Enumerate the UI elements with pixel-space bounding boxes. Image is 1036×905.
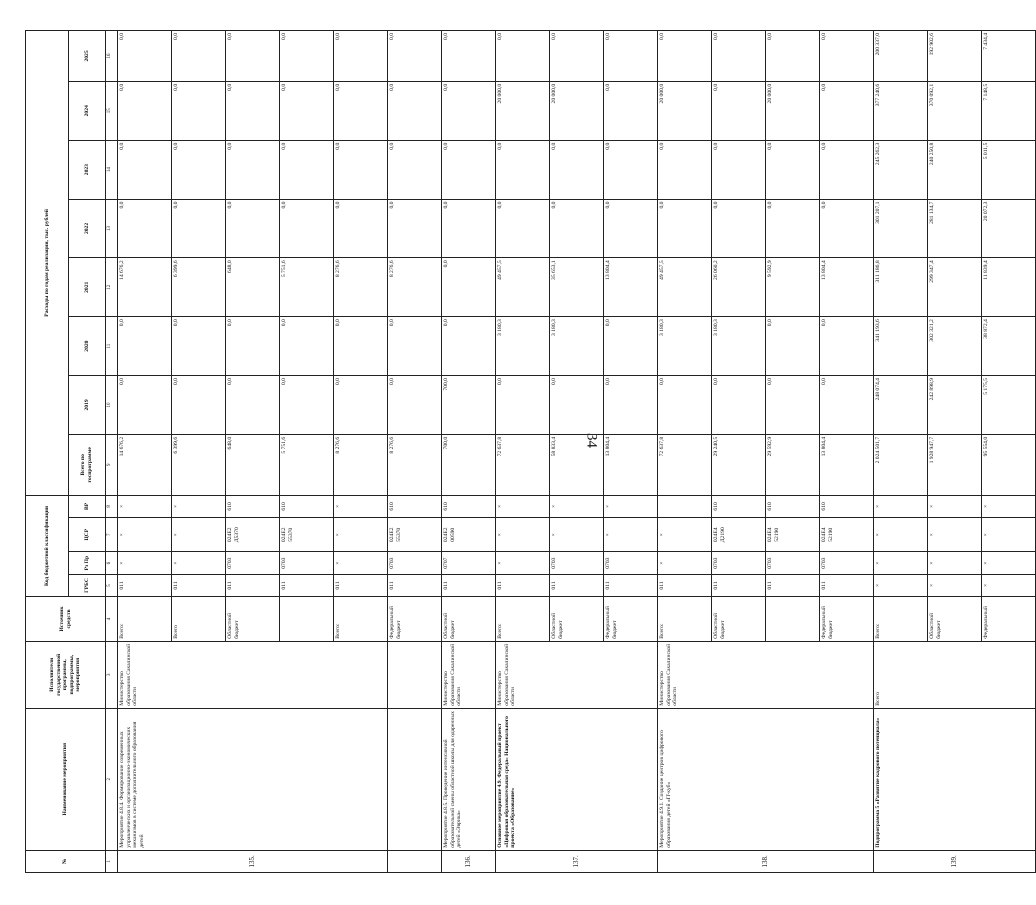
code-vr: × [982,495,1036,517]
funding-source: Федеральный бюджет [820,597,874,642]
table-row [496,31,550,873]
amount-cell: 0,0 [712,376,766,435]
code-rzpr: 0703 [604,552,658,574]
amount-cell: 0,0 [658,376,712,435]
amount-cell: 700,0 [442,376,496,435]
amount-cell: 301 207,1 [874,199,928,258]
amount-cell: 0,0 [766,31,820,82]
amount-cell: 5 751,6 [280,434,334,495]
amount-cell: 14 676,2 [118,258,172,317]
code-csr: × [982,518,1036,552]
funding-source: Всего: [658,597,712,642]
rotated-table-content [25,30,989,873]
amount-cell: 0,0 [442,31,496,82]
amount-cell: 0,0 [334,140,388,199]
header-executor: Исполнители государственной программы, подпрограммы, мероприятия [26,641,106,708]
code-rzpr: 0703 [226,552,280,574]
amount-cell: 0,0 [766,140,820,199]
funding-source: Областной бюджет [712,597,766,642]
code-vr [658,495,712,517]
header-total: Всего по госпрограмме [69,434,106,495]
code-rzpr: 0703 [388,552,442,574]
column-number: 2 [106,708,118,850]
amount-cell: 0,0 [820,140,874,199]
amount-cell: 245 262,3 [874,140,928,199]
code-csr: 024Е2 00590 [442,518,496,552]
amount-cell: 700,0 [442,434,496,495]
amount-cell: 95 554,0 [982,434,1036,495]
table-row [118,31,172,873]
header-rzpr: Рз Пр [69,552,106,574]
code-csr: × [550,518,604,552]
header-source: Источник средств [26,597,106,642]
amount-cell: 0,0 [334,317,388,376]
amount-cell: 58 833,4 [550,434,604,495]
code-vr: 610 [388,495,442,517]
code-grbs: 011 [442,574,496,596]
amount-cell: 0,0 [766,199,820,258]
code-grbs: × [928,574,982,596]
activity-name: Мероприятие 4.8.5. Проведение интенсивной образовательной смены областной школы для одаренных детей «Эврика» [442,708,496,850]
amount-cell: 0,0 [496,140,550,199]
amount-cell: 20 000,0 [766,81,820,140]
amount-cell: 0,0 [766,317,820,376]
page-number: 34 [583,433,600,448]
amount-cell: 3 180,3 [712,317,766,376]
table-row [442,31,496,873]
amount-cell: 20 000,0 [550,81,604,140]
amount-cell: 11 839,4 [982,258,1036,317]
code-vr: 610 [280,495,334,517]
code-csr: 024Е4 52190 [766,518,820,552]
row-index: 139. [874,850,1036,872]
funding-source: Федеральный бюджет [388,597,442,642]
amount-cell: 302 321,2 [928,317,982,376]
amount-cell: 0,0 [226,81,280,140]
amount-cell: 3 180,3 [658,317,712,376]
code-rzpr: × [874,552,928,574]
header-csr: ЦСР [69,518,106,552]
code-grbs: 011 [658,574,712,596]
executor: Министерство образования Сахалинской области [118,641,388,708]
column-number: 12 [106,258,118,317]
amount-cell: 299 347,4 [928,258,982,317]
amount-cell: 0,0 [172,81,226,140]
code-rzpr: 0703 [712,552,766,574]
code-vr: × [334,495,388,517]
amount-cell: 20 000,0 [496,81,550,140]
amount-cell: 648,0 [226,434,280,495]
amount-cell: 0,0 [550,199,604,258]
amount-cell: 0,0 [172,317,226,376]
amount-cell: 281 134,7 [928,199,982,258]
code-csr: 024Е4 Д2190 [712,518,766,552]
amount-cell: 13 804,4 [604,258,658,317]
activity-name: Основное мероприятие 4.9. Федеральный проект «Цифровая образовательная среда» Национального проекта «Образование» [496,708,658,850]
amount-cell: 29 240,5 [712,434,766,495]
amount-cell: 0,0 [280,81,334,140]
amount-cell: 7 434,4 [982,31,1036,82]
code-grbs: 011 [118,574,172,596]
amount-cell: 14 676,2 [118,434,172,495]
amount-cell: 0,0 [172,199,226,258]
amount-cell: 38 872,4 [982,317,1036,376]
rotated-table-frame [25,30,989,873]
amount-cell: 0,0 [550,140,604,199]
activity-name: Мероприятие 4.9.1. Создание центров цифрового образования детей «IT-куб» [658,708,874,850]
code-grbs: 011 [280,574,334,596]
amount-cell: 5 751,6 [280,258,334,317]
code-csr: × [658,518,712,552]
amount-cell: 0,0 [334,199,388,258]
code-vr: × [604,495,658,517]
amount-cell: 648,0 [226,258,280,317]
amount-cell: 0,0 [280,317,334,376]
code-vr: × [496,495,550,517]
funding-source: Всего: [118,597,172,642]
code-rzpr: × [172,552,226,574]
amount-cell: 0,0 [118,31,172,82]
code-vr: × [172,495,226,517]
amount-cell: 13 804,4 [820,258,874,317]
column-number: 10 [106,376,118,435]
amount-cell: 5 175,5 [982,376,1036,435]
amount-cell: 35 653,1 [550,258,604,317]
activity-name: Мероприятие 4.8.4. Формирование современных управленческих и организационно-экономических механизмов в системе дополнительного образования детей [118,708,388,850]
amount-cell: 0,0 [226,376,280,435]
amount-cell: 0,0 [172,31,226,82]
funding-source: Областной бюджет [550,597,604,642]
code-csr: 024Е2 55370 [388,518,442,552]
amount-cell: 6 399,6 [172,258,226,317]
amount-cell: 0,0 [334,376,388,435]
amount-cell: 0,0 [496,31,550,82]
amount-cell: 0,0 [604,317,658,376]
code-csr: × [496,518,550,552]
code-rzpr: 0703 [550,552,604,574]
code-grbs: × [874,574,928,596]
code-grbs: 011 [820,574,874,596]
amount-cell: 72 637,8 [496,434,550,495]
amount-cell: 8 276,6 [334,434,388,495]
amount-cell: 0,0 [226,31,280,82]
code-vr: × [550,495,604,517]
amount-cell: 1 928 947,7 [928,434,982,495]
code-csr: × [604,518,658,552]
amount-cell: 0,0 [388,140,442,199]
amount-cell: 29 592,9 [766,434,820,495]
amount-cell: 8 276,6 [334,258,388,317]
code-csr: 024Е4 52190 [820,518,874,552]
amount-cell: 370 092,1 [928,81,982,140]
header-year: 2023 [69,140,106,199]
amount-cell: 0,0 [658,140,712,199]
code-csr: × [874,518,928,552]
amount-cell: 0,0 [712,81,766,140]
amount-cell: 242 898,9 [928,376,982,435]
code-vr: × [874,495,928,517]
column-number: 4 [106,597,118,642]
column-number-row [106,31,118,873]
funding-source: Федеральный бюджет [604,597,658,642]
code-rzpr: × [928,552,982,574]
amount-cell: 3 180,3 [550,317,604,376]
amount-cell: 0,0 [118,376,172,435]
amount-cell: 0,0 [820,199,874,258]
activity-name [388,708,442,850]
code-vr: 610 [820,495,874,517]
table-row [388,31,442,873]
amount-cell: 200 337,0 [874,31,928,82]
amount-cell: 20 000,0 [658,81,712,140]
column-number: 9 [106,434,118,495]
amount-cell: 72 637,8 [658,434,712,495]
amount-cell: 0,0 [172,140,226,199]
table-body [118,31,1036,873]
code-grbs: × [982,574,1036,596]
code-csr: × [928,518,982,552]
header-expenses: Расходы по годам реализации, тыс. рублей [26,31,69,496]
amount-cell: 0,0 [604,31,658,82]
code-grbs: 011 [766,574,820,596]
amount-cell: 2 024 501,7 [874,434,928,495]
amount-cell: 0,0 [226,199,280,258]
amount-cell: 0,0 [712,31,766,82]
amount-cell: 377 240,6 [874,81,928,140]
column-number: 15 [106,81,118,140]
code-rzpr: × [496,552,550,574]
amount-cell: 0,0 [280,199,334,258]
row-index: 137. [496,850,658,872]
amount-cell: 311 186,8 [874,258,928,317]
column-number: 6 [106,552,118,574]
amount-cell: 8 276,6 [388,258,442,317]
amount-cell: 13 804,4 [604,434,658,495]
header-year: 2025 [69,31,106,82]
row-index: 135. [118,850,388,872]
amount-cell: 0,0 [442,140,496,199]
column-number: 5 [106,574,118,596]
amount-cell: 0,0 [118,317,172,376]
header-year: 2024 [69,81,106,140]
funding-source: Всего: [496,597,550,642]
amount-cell: 0,0 [604,199,658,258]
amount-cell: 0,0 [820,317,874,376]
code-rzpr: 0707 [442,552,496,574]
code-grbs: 011 [172,574,226,596]
code-vr: 610 [712,495,766,517]
code-grbs: 011 [388,574,442,596]
funding-source: Областной бюджет [928,597,982,642]
code-vr: × [928,495,982,517]
header-year: 2021 [69,258,106,317]
amount-cell: 0,0 [550,376,604,435]
funding-source: Всего: [874,597,928,642]
amount-cell: 0,0 [118,199,172,258]
amount-cell: 0,0 [280,31,334,82]
amount-cell: 0,0 [820,31,874,82]
amount-cell: 0,0 [712,199,766,258]
funding-source: Федеральный [982,597,1036,642]
row-index: 136. [442,850,496,872]
code-vr: × [118,495,172,517]
amount-cell: 0,0 [658,31,712,82]
amount-cell: 0,0 [820,376,874,435]
header-year: 2020 [69,317,106,376]
funding-source: Областной бюджет [442,597,496,642]
code-csr: × [172,518,226,552]
column-number: 8 [106,495,118,517]
funding-source: Всего [172,597,226,642]
funding-source [280,597,334,642]
column-number: 13 [106,199,118,258]
column-number: 1 [106,850,118,872]
table-row [658,31,712,873]
amount-cell: 0,0 [388,31,442,82]
table-row [874,31,928,873]
column-number: 7 [106,518,118,552]
executor: Министерство образования Сахалинской области [442,641,496,708]
amount-cell: 0,0 [172,376,226,435]
row-index [388,850,442,872]
amount-cell: 192 902,6 [928,31,982,82]
amount-cell: 0,0 [118,140,172,199]
amount-cell: 13 804,4 [820,434,874,495]
amount-cell: 7 148,5 [982,81,1036,140]
amount-cell: 26 060,2 [712,258,766,317]
funding-source [766,597,820,642]
amount-cell: 0,0 [766,376,820,435]
amount-cell: 0,0 [712,140,766,199]
amount-cell: 0,0 [604,81,658,140]
amount-cell: 49 457,5 [496,258,550,317]
activity-name: Подпрограмма 5 «Развитие кадрового потенциала» [874,708,1036,850]
amount-cell: 0,0 [496,199,550,258]
code-rzpr: × [982,552,1036,574]
amount-cell: 0,0 [442,81,496,140]
header-year: 2019 [69,376,106,435]
amount-cell: 49 457,5 [658,258,712,317]
row-index: 138. [658,850,874,872]
amount-cell: 248 074,4 [874,376,928,435]
amount-cell: 5 011,5 [982,140,1036,199]
code-csr: × [334,518,388,552]
code-grbs: 011 [712,574,766,596]
amount-cell: 20 072,3 [982,199,1036,258]
amount-cell: 0,0 [118,81,172,140]
amount-cell: 0,0 [496,376,550,435]
amount-cell: 0,0 [226,317,280,376]
budget-table [25,30,1036,873]
amount-cell: 0,0 [604,376,658,435]
amount-cell: 0,0 [442,317,496,376]
code-csr: 024Е2 55370 [280,518,334,552]
amount-cell: 0,0 [388,199,442,258]
funding-source: Всего: [334,597,388,642]
code-grbs: 011 [550,574,604,596]
code-csr: × [118,518,172,552]
code-rzpr: 0703 [280,552,334,574]
header-grbs: ГРБС [69,574,106,596]
amount-cell: 0,0 [550,31,604,82]
code-grbs: 011 [226,574,280,596]
code-vr: 610 [766,495,820,517]
code-rzpr: 0703 [820,552,874,574]
executor: Министерство образования Сахалинской области [658,641,874,708]
code-rzpr: × [658,552,712,574]
header-year: 2022 [69,199,106,258]
amount-cell: 8 276,6 [388,434,442,495]
header-name: Наименование мероприятия [26,708,106,850]
amount-cell: 0,0 [226,140,280,199]
amount-cell: 0,0 [334,31,388,82]
amount-cell: 341 193,6 [874,317,928,376]
executor: Министерство образования Сахалинской области [496,641,658,708]
executor [388,641,442,708]
amount-cell: 0,0 [388,376,442,435]
executor: Всего [874,641,1036,708]
amount-cell: 9 592,9 [766,258,820,317]
code-vr: 610 [226,495,280,517]
amount-cell: 0,0 [280,140,334,199]
amount-cell: 0,0 [388,81,442,140]
funding-source: Областной бюджет [226,597,280,642]
header-no: № [26,850,106,872]
column-number: 14 [106,140,118,199]
amount-cell: 0,0 [658,199,712,258]
amount-cell: 240 250,8 [928,140,982,199]
code-grbs: 011 [604,574,658,596]
code-vr: 610 [442,495,496,517]
amount-cell: 0,0 [334,81,388,140]
amount-cell: 6 399,6 [172,434,226,495]
column-number: 3 [106,641,118,708]
code-grbs: 011 [334,574,388,596]
code-rzpr: × [334,552,388,574]
header-vr: ВР [69,495,106,517]
code-rzpr: × [118,552,172,574]
amount-cell: 0,0 [280,376,334,435]
amount-cell: 0,0 [442,258,496,317]
code-csr: 024Е2 Д5370 [226,518,280,552]
header-budget-code: Код бюджетной классификации [26,495,69,596]
column-number: 16 [106,31,118,82]
amount-cell: 0,0 [442,199,496,258]
amount-cell: 0,0 [820,81,874,140]
column-number: 11 [106,317,118,376]
code-grbs: 011 [496,574,550,596]
amount-cell: 0,0 [388,317,442,376]
code-rzpr: 0703 [766,552,820,574]
amount-cell: 0,0 [604,140,658,199]
amount-cell: 3 180,3 [496,317,550,376]
